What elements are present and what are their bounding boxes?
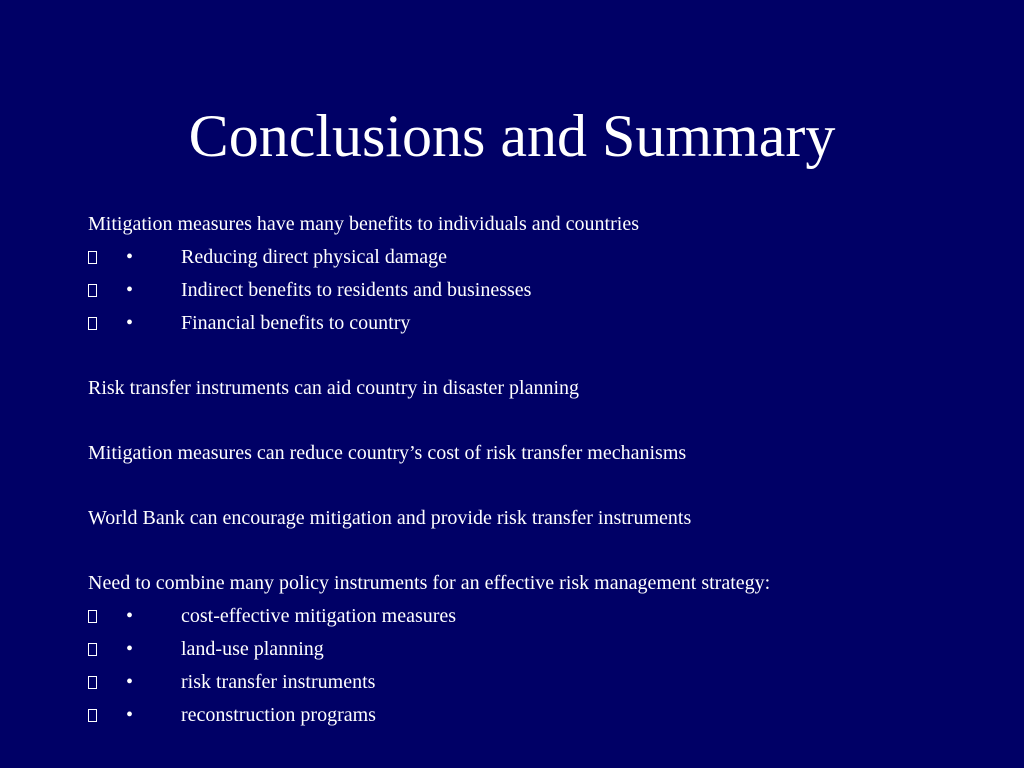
missing-glyph-box-icon: [88, 709, 97, 722]
bullet-text: Financial benefits to country: [181, 312, 411, 334]
bullet-item: [88, 633, 988, 666]
bullet-text: reconstruction programs: [181, 704, 376, 726]
bullet-dot: •: [126, 605, 134, 627]
bullet-text: cost-effective mitigation measures: [181, 605, 457, 627]
missing-glyph-box-icon: [88, 284, 97, 297]
missing-glyph-box-icon: [88, 251, 97, 264]
bullet-dot: •: [126, 638, 134, 660]
spacer: [88, 535, 988, 567]
bullet-text: land-use planning: [181, 638, 324, 660]
bullet-text: Indirect benefits to residents and businesses: [181, 279, 532, 301]
bullet-item: [88, 274, 988, 307]
bullet-text: Reducing direct physical damage: [181, 246, 448, 268]
bullet-item: [88, 600, 988, 633]
missing-glyph-box-icon: [88, 317, 97, 330]
paragraph-mitigation-benefits: Mitigation measures have many benefits to individuals and countries: [88, 213, 639, 235]
paragraph-world-bank: World Bank can encourage mitigation and provide risk transfer instruments: [88, 507, 692, 529]
slide-content: [88, 208, 988, 732]
missing-glyph-box-icon: [88, 643, 97, 656]
paragraph-policy-instruments: Need to combine many policy instruments for an effective risk management strategy:: [88, 572, 771, 594]
bullet-dot: •: [126, 671, 134, 693]
spacer: [88, 405, 988, 437]
spacer: [88, 470, 988, 502]
bullet-item: [88, 241, 988, 274]
missing-glyph-box-icon: [88, 610, 97, 623]
bullet-dot: •: [126, 704, 134, 726]
paragraph-cost-reduction: Mitigation measures can reduce country’s cost of risk transfer mechanisms: [88, 442, 687, 464]
bullet-item: [88, 307, 988, 340]
bullet-dot: •: [126, 279, 134, 301]
bullet-dot: •: [126, 312, 134, 334]
missing-glyph-box-icon: [88, 676, 97, 689]
bullet-dot: •: [126, 246, 134, 268]
slide-title: Conclusions and Summary: [188, 103, 836, 169]
paragraph-risk-transfer: Risk transfer instruments can aid country in disaster planning: [88, 377, 580, 399]
spacer: [88, 340, 988, 372]
bullet-item: [88, 666, 988, 699]
bullet-text: risk transfer instruments: [181, 671, 376, 693]
bullet-item: [88, 699, 988, 732]
